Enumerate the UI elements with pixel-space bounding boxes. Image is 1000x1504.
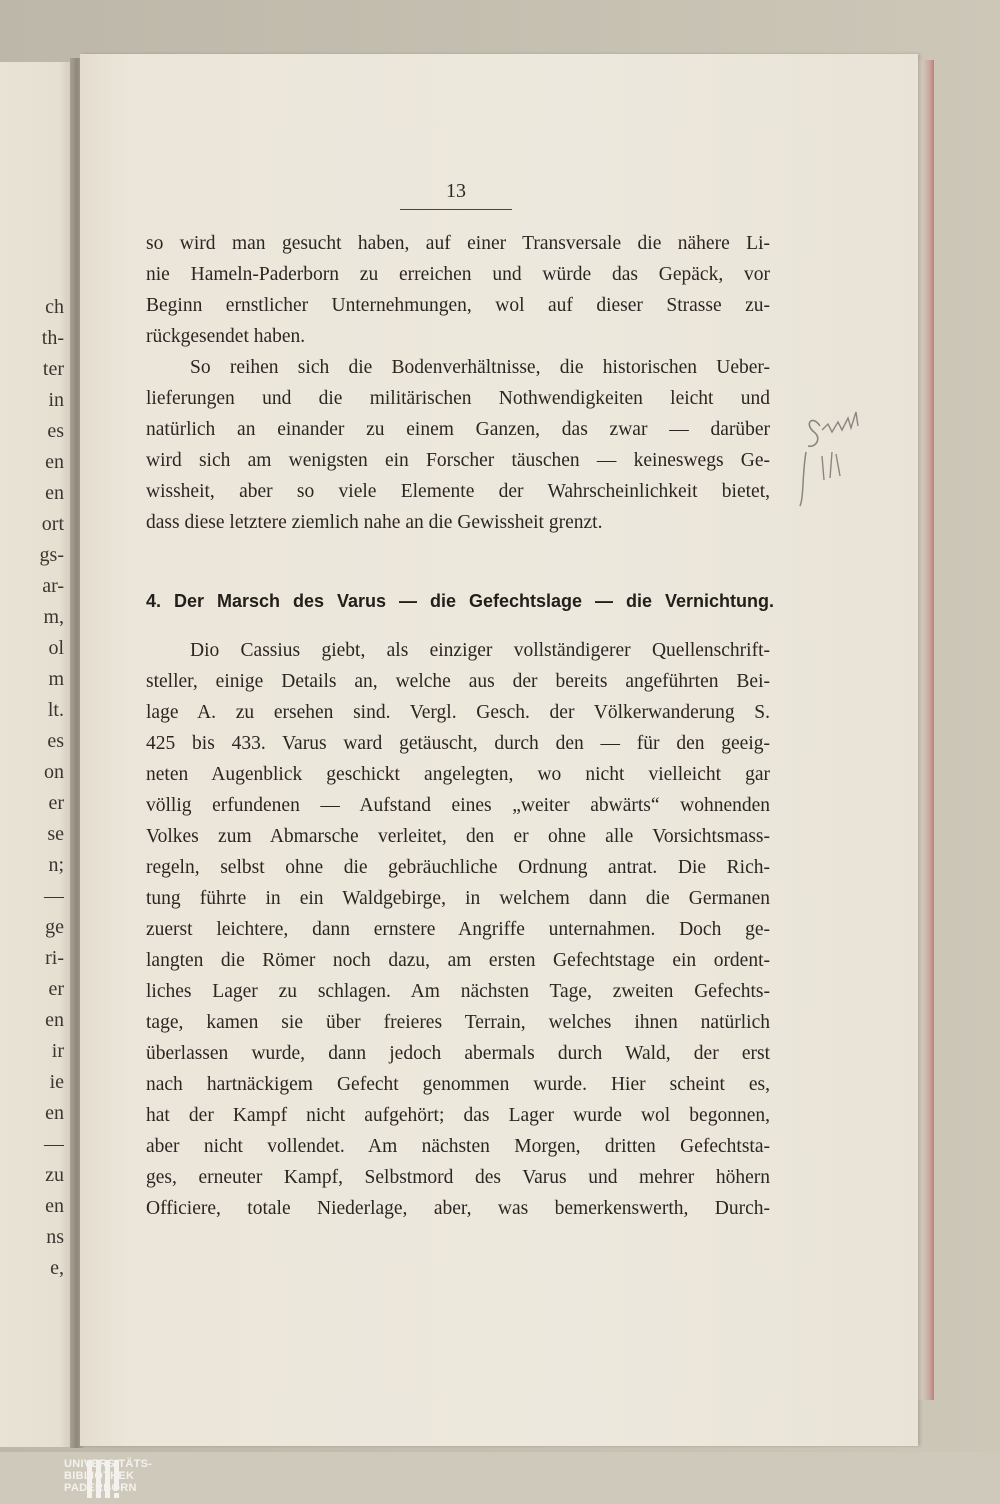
paragraph3-line: Officiere, totale Niederlage, aber, was bemerkenswerth, Durch- xyxy=(146,1198,770,1219)
left-page-fragment: en xyxy=(45,1102,64,1124)
left-page-fragment: lt. xyxy=(47,699,64,721)
left-page-fragment: in xyxy=(48,389,64,411)
left-page-fragment: on xyxy=(44,761,64,783)
left-page-text-fragments xyxy=(0,292,64,1284)
left-page-fragment: se xyxy=(47,823,64,845)
left-page xyxy=(0,62,74,1447)
handwritten-margin-note xyxy=(792,396,882,516)
paragraph2-line: So reihen sich die Bodenverhältnisse, die historischen Ueber- xyxy=(190,357,770,378)
paragraph2-line: dass diese letztere ziemlich nahe an die Gewissheit grenzt. xyxy=(146,512,603,533)
left-page-fragment: en xyxy=(45,1009,64,1031)
paragraph1-line: Beginn ernstlicher Unternehmungen, wol auf dieser Strasse zu- xyxy=(146,295,770,316)
library-name-line3: PADERBORN xyxy=(64,1482,137,1494)
left-page-fragment: — xyxy=(44,885,64,907)
left-page-fragment: er xyxy=(48,792,64,814)
left-page-fragment: en xyxy=(45,451,64,473)
paragraph3-line: neten Augenblick geschickt angelegten, wo nicht vielleicht gar xyxy=(146,764,770,785)
page-number: 13 xyxy=(446,180,466,202)
left-page-fragment: ir xyxy=(51,1040,64,1062)
section-heading: 4. Der Marsch des Varus — die Gefechtslage — die Vernichtung. xyxy=(146,591,774,611)
paragraph3-line: ges, erneuter Kampf, Selbstmord des Varus und mehrer höhern xyxy=(146,1167,770,1188)
paragraph3-line: zuerst leichtere, dann ernstere Angriffe unternahmen. Doch ge- xyxy=(146,919,770,940)
paragraph3-line: Volkes zum Abmarsche verleitet, den er ohne alle Vorsichtsmass- xyxy=(146,826,770,847)
paragraph3-line: 425 bis 433. Varus ward getäuscht, durch den — für den geeig- xyxy=(146,733,770,754)
left-page-fragment: e, xyxy=(50,1257,64,1279)
paragraph2-line: natürlich an einander zu einem Ganzen, das zwar — darüber xyxy=(146,419,770,440)
left-page-fragment: — xyxy=(44,1133,64,1155)
paragraph3-line: liches Lager zu schlagen. Am nächsten Tage, zweiten Gefechts- xyxy=(146,981,770,1002)
paragraph2-line: wissheit, aber so viele Elemente der Wahrscheinlichkeit bietet, xyxy=(146,481,770,502)
left-page-fragment: ie xyxy=(49,1071,64,1093)
paragraph3-line: tage, kamen sie über freieres Terrain, welches ihnen natürlich xyxy=(146,1012,770,1033)
paragraph3-line: nach hartnäckigem Gefecht genommen wurde. Hier scheint es, xyxy=(146,1074,770,1095)
page-edges xyxy=(916,60,934,1400)
left-page-fragment: th- xyxy=(41,327,64,349)
left-page-fragment: er xyxy=(48,978,64,1000)
left-page-fragment: ter xyxy=(42,358,64,380)
paragraph3-line: steller, einige Details an, welche aus der bereits angeführten Bei- xyxy=(146,671,770,692)
left-page-fragment: es xyxy=(47,420,64,442)
paragraph2-line: lieferungen und die militärischen Nothwendigkeiten leicht und xyxy=(146,388,770,409)
left-page-fragment: ri- xyxy=(45,947,64,969)
left-page-fragment: ch xyxy=(45,296,64,318)
paragraph3-line: lage A. zu ersehen sind. Vergl. Gesch. der Völkerwanderung S. xyxy=(146,702,770,723)
left-page-fragment: m, xyxy=(43,606,64,628)
left-page-fragment: ort xyxy=(41,513,64,535)
paragraph3-line: Dio Cassius giebt, als einziger vollständigerer Quellenschrift- xyxy=(190,640,770,661)
left-page-fragment: ge xyxy=(45,916,64,938)
paragraph3-line: langten die Römer noch dazu, am ersten Gefechtstage ein ordent- xyxy=(146,950,770,971)
left-page-fragment: ns xyxy=(46,1226,64,1248)
library-name-line1: UNIVERSITÄTS- xyxy=(64,1458,153,1470)
paragraph3-line: regeln, selbst ohne die gebräuchliche Ordnung antrat. Die Rich- xyxy=(146,857,770,878)
paragraph3-line: völlig erfundenen — Aufstand eines „weiter abwärts“ wohnenden xyxy=(146,795,770,816)
paragraph1-line: rückgesendet haben. xyxy=(146,326,306,347)
paragraph2-line: wird sich am wenigsten ein Forscher täuschen — keineswegs Ge- xyxy=(146,450,770,471)
paragraph3-line: tung führte in ein Waldgebirge, in welchem dann die Germanen xyxy=(146,888,770,909)
left-page-fragment: es xyxy=(47,730,64,752)
paragraph3-line: hat der Kampf nicht aufgehört; das Lager wurde wol begonnen, xyxy=(146,1105,770,1126)
paragraph1-line: nie Hameln-Paderborn zu erreichen und würde das Gepäck, vor xyxy=(146,264,770,285)
library-name xyxy=(64,1458,152,1494)
left-page-fragment: n; xyxy=(48,854,64,876)
left-page-fragment: m xyxy=(48,668,64,690)
paragraph3-line: überlassen wurde, dann jedoch abermals durch Wald, der erst xyxy=(146,1043,770,1064)
left-page-fragment: gs- xyxy=(39,544,64,566)
left-page-fragment: en xyxy=(45,482,64,504)
left-page-fragment: ar- xyxy=(42,575,64,597)
paragraph1-line: so wird man gesucht haben, auf einer Transversale die nähere Li- xyxy=(146,233,770,254)
library-name-line2: BIBLIOTHEK xyxy=(64,1470,135,1482)
page-number-rule xyxy=(400,209,512,210)
left-page-fragment: zu xyxy=(45,1164,64,1186)
paragraph3-line: aber nicht vollendet. Am nächsten Morgen, dritten Gefechtsta- xyxy=(146,1136,770,1157)
left-page-fragment: en xyxy=(45,1195,64,1217)
left-page-fragment: ol xyxy=(48,637,64,659)
